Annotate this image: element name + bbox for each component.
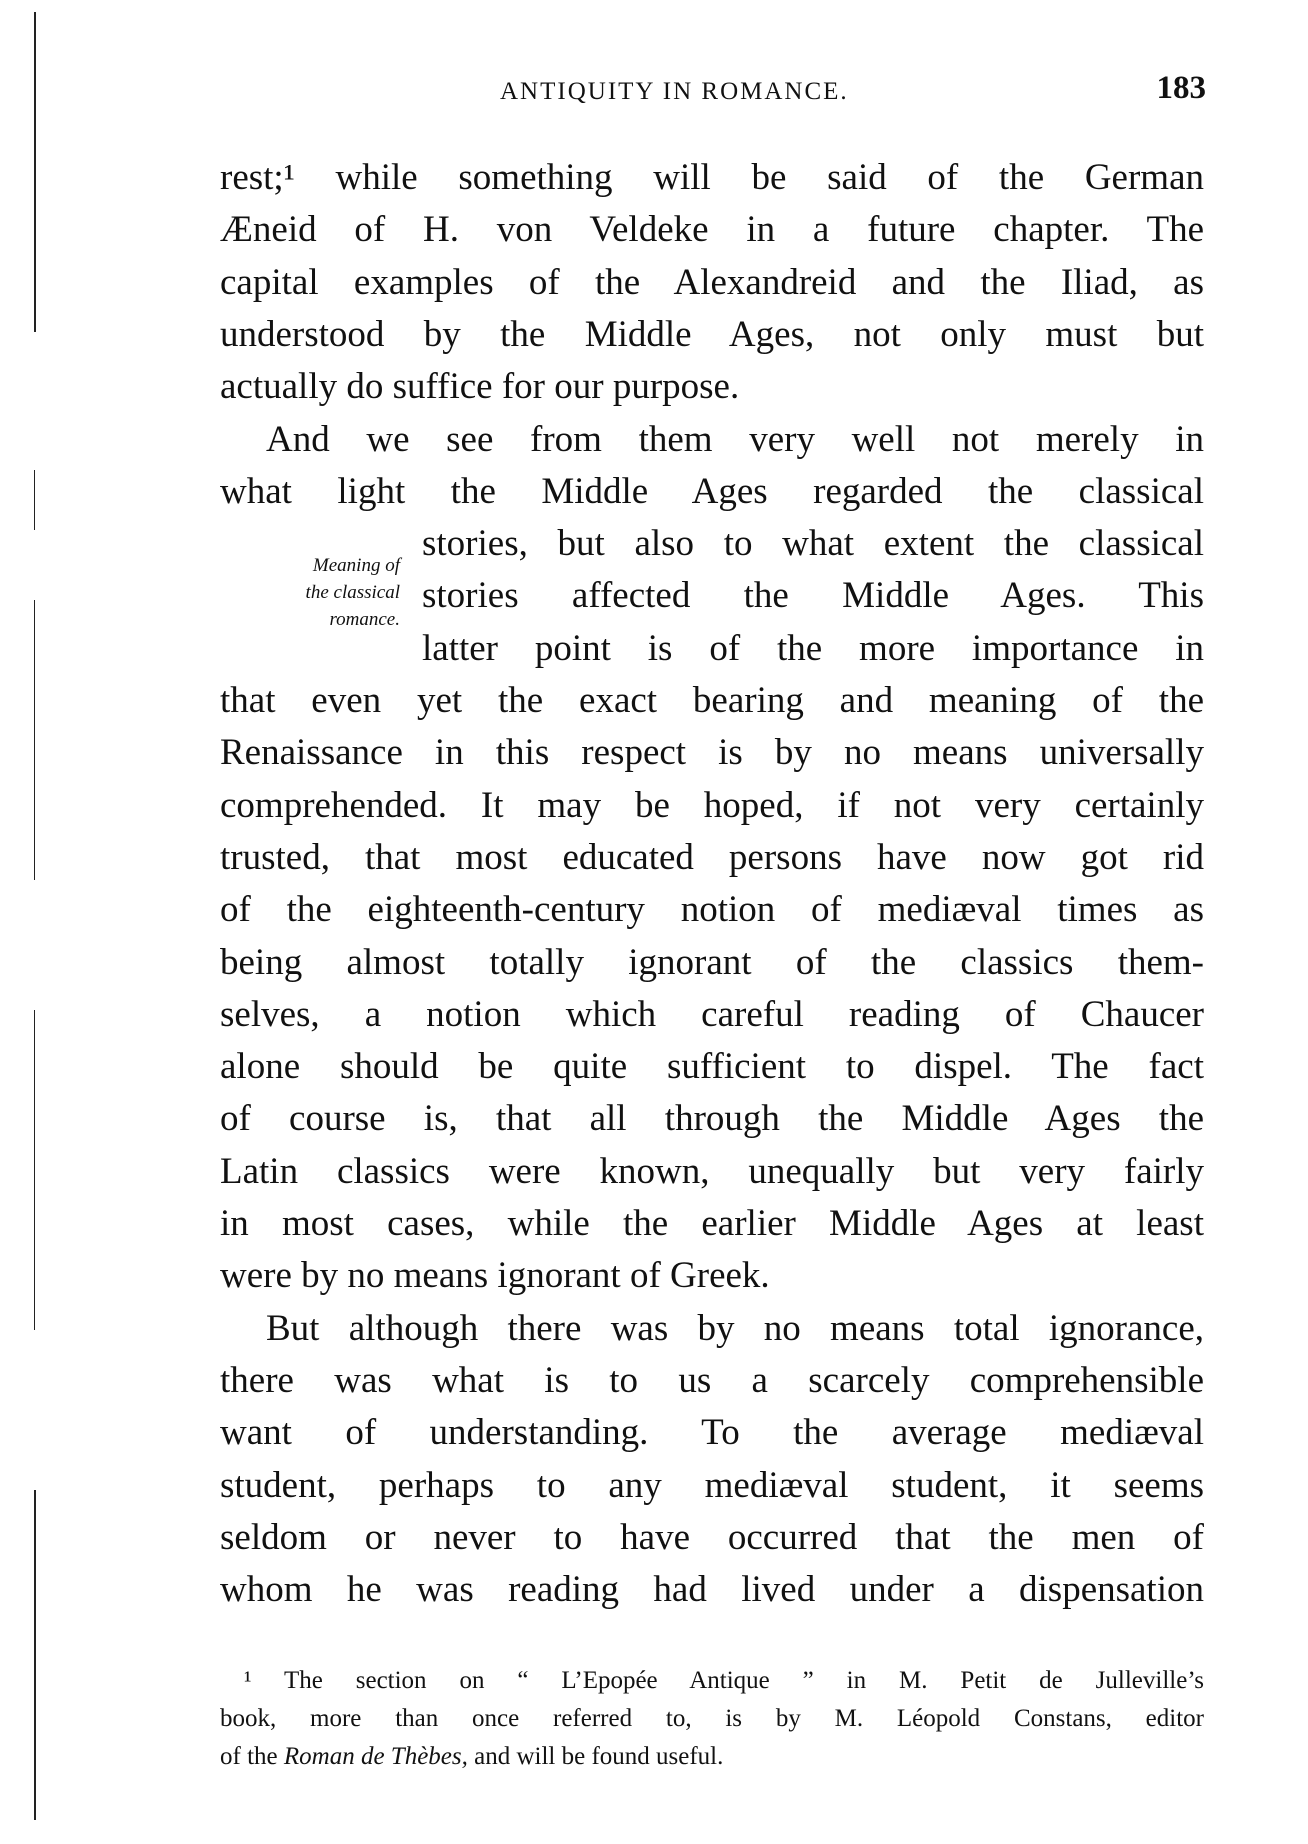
body-line: comprehended. It may be hoped, if not very certainly [220,784,1204,826]
body-line: were by no means ignorant of Greek. [220,1255,770,1297]
body-line: stories, but also to what extent the classical [422,523,1204,565]
footnote-line: book, more than once referred to, is by M. Léopold Constans, editor [220,1705,1204,1732]
footnote-text: of the [220,1743,284,1770]
sidenote-line: romance. [329,609,400,630]
body-line: there was what is to us a scarcely comprehensible [220,1359,1204,1401]
body-line: of the eighteenth-century notion of mediæval times as [220,889,1204,931]
body-line: And we see from them very well not merely in [266,418,1204,460]
body-line: that even yet the exact bearing and meaning of the [220,680,1204,721]
sidenote-line: Meaning of [312,555,400,576]
body-line: latter point is of the more importance in [422,627,1204,669]
footnote-line [220,1738,1204,1776]
body-line: whom he was reading had lived under a dispensation [220,1569,1204,1611]
body-line: want of understanding. To the average mediæval [220,1412,1204,1454]
footnote-book-title: Roman de Thèbes, [283,1743,468,1770]
body-line: Latin classics were known, unequally but very fairly [220,1150,1204,1192]
running-title: ANTIQUITY IN ROMANCE. [500,78,849,105]
body-line: But although there was by no means total ignorance, [266,1307,1204,1349]
footnote-text: and will be found useful. [467,1743,724,1770]
body-line: seldom or never to have occurred that the men of [220,1516,1204,1558]
body-line: rest;¹ while something will be said of the German [220,157,1204,198]
body-line: what light the Middle Ages regarded the classical [220,470,1204,512]
page-number: 183 [1156,70,1206,106]
scan-margin-line [34,12,36,332]
body-line: capital examples of the Alexandreid and the Iliad, as [220,261,1204,303]
scan-margin-line [34,470,35,530]
body-line: stories affected the Middle Ages. This [422,575,1204,617]
body-line: trusted, that most educated persons have now got rid [220,836,1204,878]
body-line: student, perhaps to any mediæval student, it seems [220,1464,1204,1506]
body-line: of course is, that all through the Middle Ages the [220,1098,1204,1140]
body-line: alone should be quite sufficient to dispel. The fact [220,1046,1204,1088]
body-line: actually do suffice for our purpose. [220,366,740,408]
body-line: being almost totally ignorant of the classics them- [220,941,1204,983]
scan-margin-line [34,1490,36,1820]
margin-sidenote [250,552,400,633]
footnote-line: ¹ The section on “ L’Epopée Antique ” in M. Petit de Julleville’s [244,1667,1204,1694]
body-line: understood by the Middle Ages, not only must but [220,313,1204,355]
body-line: Æneid of H. von Veldeke in a future chapter. The [220,209,1204,251]
sidenote-line: the classical [305,582,400,603]
scan-margin-line [34,1010,35,1330]
body-line: Renaissance in this respect is by no means universally [220,732,1204,774]
body-line: in most cases, while the earlier Middle Ages at least [220,1203,1204,1244]
scan-margin-line [34,600,35,880]
body-line: selves, a notion which careful reading of Chaucer [220,993,1204,1035]
